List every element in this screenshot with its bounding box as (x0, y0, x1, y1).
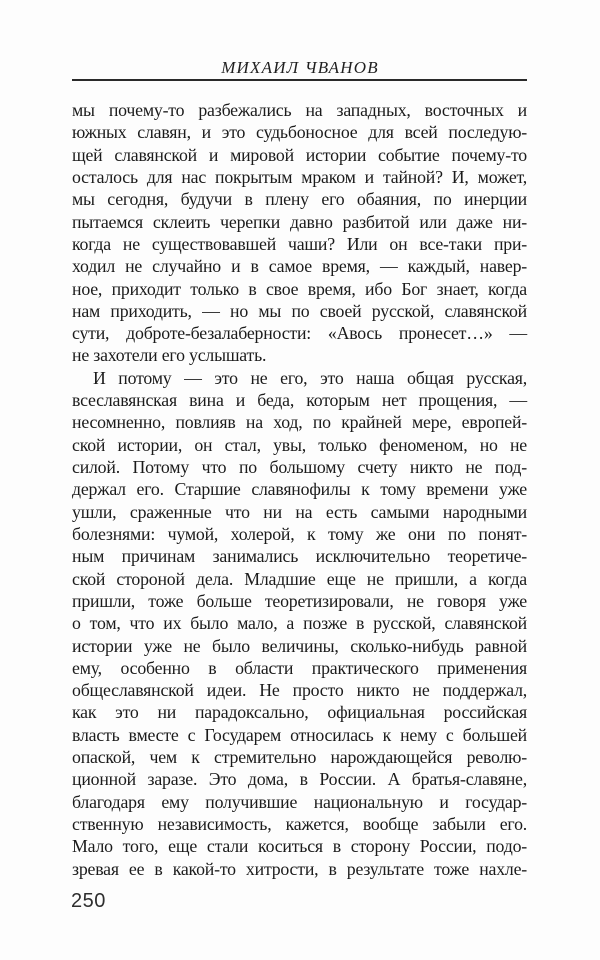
text-line: щей славянской и мировой истории событие почему-то (72, 144, 527, 165)
text-line: сути, доброте-безалаберности: «Авось пронесет…» — (72, 323, 527, 344)
text-line: ное, приходит только в свое время, ибо Бог знает, когда (72, 278, 527, 299)
text-line: ходил не случайно и в самое время, — каждый, навер- (72, 256, 527, 277)
text-line: держал его. Старшие славянофилы к тому времени уже (72, 479, 527, 500)
text-line: болезнями: чумой, холерой, к тому же они по понят- (72, 523, 527, 544)
text-line: ушли, сраженные что ни на есть самыми народными (72, 501, 527, 522)
text-line: южных славян, и это судьбоносное для всей последую- (72, 122, 527, 143)
page-number: 250 (71, 890, 106, 912)
text-line: несомненно, повлияв на ход, по крайней мере, европей- (72, 412, 527, 433)
text-line: И потому — это не его, это наша общая русская, (93, 367, 527, 388)
header-rule (72, 79, 527, 81)
text-line: осталось для нас покрытым мраком и тайной? И, может, (72, 166, 527, 187)
text-line: ской истории, он стал, увы, только феноменом, но не (72, 434, 527, 455)
running-header-author: МИХАИЛ ЧВАНОВ (221, 58, 379, 77)
text-line: когда не существовавшей чаши? Или он все-таки при- (72, 233, 527, 254)
text-line: опаской, чем к стремительно нарождающейся револю- (72, 747, 527, 768)
text-line: общеславянской идеи. Не просто никто не поддержал, (72, 680, 527, 701)
text-line: о том, что их было мало, а позже в русской, славянской (72, 613, 527, 634)
text-line: пришли, тоже больше теоретизировали, не говоря уже (72, 590, 527, 611)
text-line: зревая ее в какой-то хитрости, в результате тоже нахле- (72, 858, 527, 879)
text-line: ской стороной дела. Младшие еще не пришли, а когда (72, 568, 527, 589)
text-line: пытаемся склеить черепки давно разбитой или даже ни- (72, 211, 527, 232)
text-line: Мало того, еще стали коситься в сторону России, подо- (72, 836, 527, 857)
text-line: не захотели его услышать. (72, 345, 267, 366)
text-line: ным причинам занимались исключительно теоретиче- (72, 546, 527, 567)
text-line: всеславянская вина и беда, которым нет прощения, — (72, 390, 527, 411)
text-line: власть вместе с Государем относилась к нему с большей (72, 724, 527, 745)
text-line: ственную независимость, кажется, вообще забыли его. (72, 814, 527, 834)
page-body (72, 99, 527, 880)
text-line: мы сегодня, будучи в плену его обаяния, по инерции (72, 189, 527, 210)
text-line: как это ни парадоксально, официальная российская (72, 702, 527, 723)
text-line: мы почему-то разбежались на западных, восточных и (72, 100, 527, 120)
text-line: ему, особенно в области практического применения (72, 657, 527, 678)
text-line: нам приходить, — но мы по своей русской, славянской (72, 300, 527, 321)
text-line: ционной заразе. Это дома, в России. А братья-славяне, (72, 769, 527, 790)
text-line: истории уже не было величины, сколько-нибудь равной (72, 635, 527, 656)
text-line: благодаря ему получившие национальную и государ- (72, 791, 527, 812)
text-line: силой. Потому что по большому счету никто не под- (72, 457, 527, 477)
